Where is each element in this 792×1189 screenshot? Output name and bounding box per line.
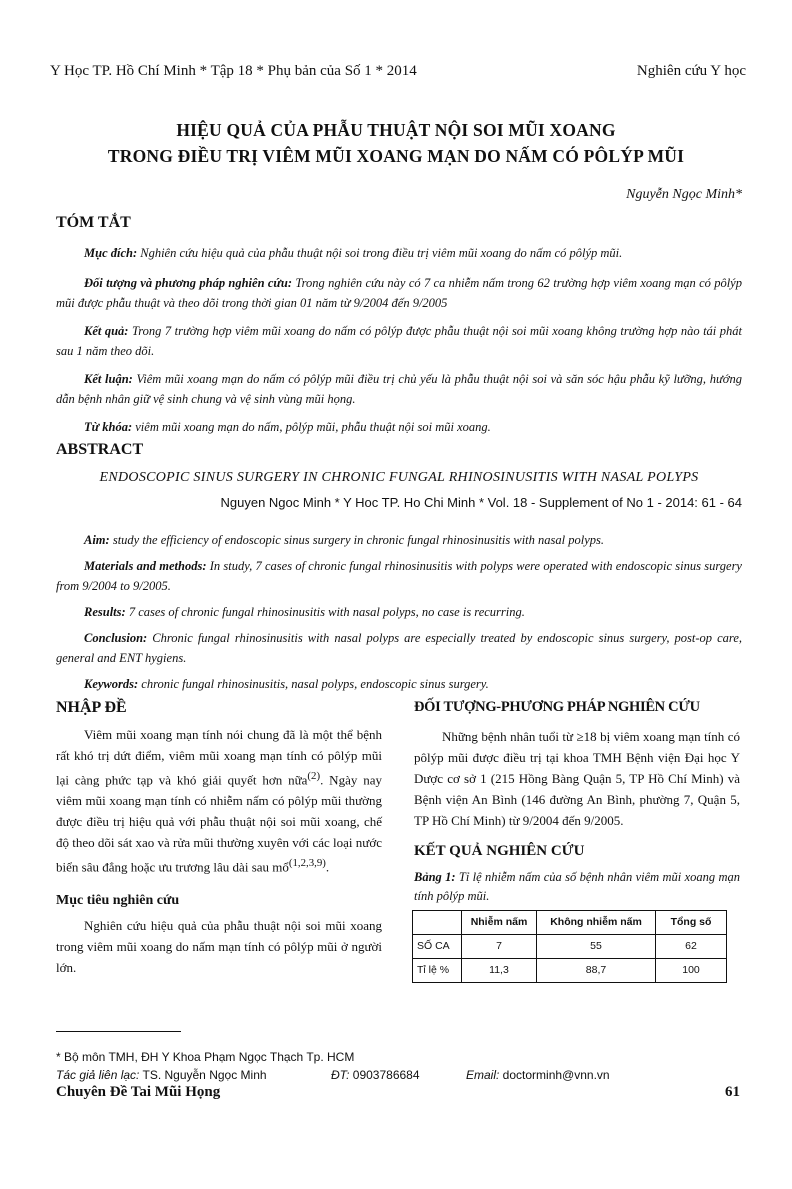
contact-name: TS. Nguyễn Ngọc Minh <box>139 1068 267 1082</box>
footnote-affiliation: * Bộ môn TMH, ĐH Y Khoa Phạm Ngọc Thạch Tp. HCM <box>56 1050 355 1064</box>
nhap-de-heading: NHẬP ĐỀ <box>56 699 127 716</box>
abstract-conclusion-text: Chronic fungal rhinosinusitis with nasal polyps are especially treated by endoscopic sinus surgery, post-op care, general and ENT hygiens. <box>56 631 742 665</box>
table-cell: 11,3 <box>462 959 537 983</box>
tomtat-aim-text: Nghiên cứu hiệu quả của phẫu thuật nội soi trong điều trị viêm mũi xoang do nấm có pôlýp mũi. <box>137 246 623 260</box>
table-cell: 55 <box>537 935 656 959</box>
tomtat-aim <box>56 243 742 263</box>
abstract-methods-label: Materials and methods: <box>84 559 207 573</box>
table-caption-text: Tỉ lệ nhiễm nấm của số bệnh nhân viêm mũi xoang mạn tính pôlýp mũi. <box>414 870 741 903</box>
table-row <box>413 959 727 983</box>
table-cell: SỐ CA <box>413 935 462 959</box>
results-table <box>412 910 727 983</box>
doi-tuong-paragraph: Những bệnh nhân tuổi từ ≥18 bị viêm xoang mạn tính có pôlýp mũi được điều trị tại khoa TMH Bệnh viện Đại học Y Dược cơ sở 1 (215 Hồng Bàng Quận 5, TP Hồ Chí Minh) và Bệnh viện An Bình (146 đường An Bình, phường 7, Quận 5, TP Hồ Chí Minh) từ 9/2004 đến 9/2005. <box>414 729 740 828</box>
nhap-de-text-c: . <box>325 859 330 875</box>
table-header-cell: Nhiễm nấm <box>462 911 537 935</box>
tomtat-results <box>56 321 742 361</box>
article-title-line-2: TRONG ĐIỀU TRỊ VIÊM MŨI XOANG MẠN DO NẤM CÓ PÔLÝP MŨI <box>107 146 685 166</box>
tomtat-methods-label: Đối tượng và phương pháp nghiên cứu: <box>84 276 293 290</box>
tomtat-methods-text: Trong nghiên cứu này có 7 ca nhiễm nấm trong 62 trường hợp viêm xoang mạn có pôlýp mũi được phẫu thuật và theo dõi trong thời gian 01 năm từ 9/2004 đến 9/2005 <box>56 276 742 310</box>
muc-tieu-heading: Mục tiêu nghiên cứu <box>56 892 180 908</box>
abstract-keywords <box>56 674 742 694</box>
abstract-results <box>56 602 742 622</box>
author-name: Nguyễn Ngọc Minh* <box>626 187 742 202</box>
email-label: Email: <box>466 1068 500 1082</box>
abstract-keywords-text: chronic fungal rhinosinusitis, nasal polyps, endoscopic sinus surgery. <box>138 677 489 691</box>
abstract-methods-text: In study, 7 cases of chronic fungal rhinosinusitis with polyps were operated with endoscopic sinus surgery from 9/2004 to 9/2005. <box>56 559 742 593</box>
tomtat-conclusion <box>56 369 742 409</box>
nhap-de-text-a: Viêm mũi xoang mạn tính nói chung đã là một thể bệnh rất khó trị dứt điểm, viêm mũi xoang mạn tính có pôlýp mũi lại càng phức tạp và khó giải quyết hơn nữa <box>56 727 382 788</box>
phone-label: ĐT: <box>331 1068 350 1082</box>
abstract-title: ENDOSCOPIC SINUS SURGERY IN CHRONIC FUNGAL RHINOSINUSITIS WITH NASAL POLYPS <box>99 470 699 485</box>
email-address: doctorminh@vnn.vn <box>499 1068 610 1082</box>
right-column <box>414 697 740 983</box>
ref-1-2-3-9: (1,2,3,9) <box>288 857 326 870</box>
abstract-aim <box>56 530 742 550</box>
doi-tuong-heading: ĐỐI TƯỢNG-PHƯƠNG PHÁP NGHIÊN CỨU <box>414 699 700 715</box>
page-number: 61 <box>725 1084 740 1100</box>
table-header-row <box>413 911 727 935</box>
tomtat-aim-label: Mục đích: <box>84 246 138 260</box>
phone-number: 0903786684 <box>349 1068 420 1082</box>
tomtat-heading: TÓM TẮT <box>56 214 131 231</box>
ket-qua-heading: KẾT QUẢ NGHIÊN CỨU <box>414 843 585 859</box>
tomtat-results-label: Kết quả: <box>84 324 129 338</box>
tomtat-keywords-text: viêm mũi xoang mạn do nấm, pôlýp mũi, phẫu thuật nội soi mũi xoang. <box>132 420 491 434</box>
abstract-aim-text: study the efficiency of endoscopic sinus surgery in chronic fungal rhinosinusitis with nasal polyps. <box>109 533 604 547</box>
email-block <box>466 1068 610 1082</box>
footnote-rule <box>56 1031 181 1032</box>
table-cell: 62 <box>656 935 727 959</box>
phone-block <box>331 1068 420 1082</box>
footnote-contact <box>56 1068 742 1082</box>
muc-tieu-paragraph: Nghiên cứu hiệu quả của phẫu thuật nội soi mũi xoang trong viêm mũi xoang do nấm mạn tính có pôlýp mũi ở người lớn. <box>56 917 382 975</box>
table-header-cell: Không nhiễm nấm <box>537 911 656 935</box>
table-header-cell: Tổng số <box>656 911 727 935</box>
table-row <box>413 935 727 959</box>
tomtat-keywords-label: Từ khóa: <box>84 420 133 434</box>
running-header-right: Nghiên cứu Y học <box>636 63 746 79</box>
nhap-de-paragraph <box>56 724 382 878</box>
tomtat-conclusion-label: Kết luận: <box>84 372 133 386</box>
table-caption-label: Bảng 1: <box>414 870 456 884</box>
tomtat-methods <box>56 273 742 313</box>
abstract-results-label: Results: <box>84 605 126 619</box>
tomtat-results-text: Trong 7 trường hợp viêm mũi xoang do nấm có pôlýp được phẫu thuật nội soi mũi xoang không trường hợp nào tái phát sau 1 năm theo dõi. <box>56 324 742 358</box>
tomtat-conclusion-text: Viêm mũi xoang mạn do nấm có pôlýp mũi điều trị chủ yếu là phẫu thuật nội soi và săn sóc hậu phẫu kỹ lưỡng, hướng dẫn bệnh nhân giữ vệ sinh chung và vệ sinh vùng mũi họng. <box>56 372 742 406</box>
table-header-cell <box>413 911 462 935</box>
abstract-results-text: 7 cases of chronic fungal rhinosinusitis with nasal polyps, no case is recurring. <box>125 605 525 619</box>
abstract-conclusion <box>56 628 742 668</box>
table-cell: Tỉ lệ % <box>413 959 462 983</box>
running-header-left: Y Học TP. Hồ Chí Minh * Tập 18 * Phụ bản của Số 1 * 2014 <box>50 63 417 79</box>
tomtat-keywords <box>56 417 742 437</box>
ref-2: (2) <box>307 770 321 782</box>
footer-journal-section: Chuyên Đề Tai Mũi Họng <box>56 1084 221 1100</box>
table-cell: 7 <box>462 935 537 959</box>
nhap-de-text-b: . Ngày nay viêm mũi xoang mạn tính có nhiễm nấm có pôlýp mũi thường được điều trị hiệu quả với phẫu thuật nội soi mũi xoang, chế độ theo dõi sát xao và rửa mũi thường xuyên với các loại nước biển sâu đẳng hoặc ưu trương lâu dài sau mổ <box>56 772 382 875</box>
citation: Nguyen Ngoc Minh * Y Hoc TP. Ho Chi Minh * Vol. 18 - Supplement of No 1 - 2014: 61 - 64 <box>220 495 742 510</box>
article-title-line-1: HIỆU QUẢ CỦA PHẪU THUẬT NỘI SOI MŨI XOANG <box>176 120 616 140</box>
abstract-conclusion-label: Conclusion: <box>84 631 148 645</box>
abstract-heading: ABSTRACT <box>56 441 144 458</box>
abstract-keywords-label: Keywords: <box>84 677 139 691</box>
abstract-methods <box>56 556 742 596</box>
table-cell: 100 <box>656 959 727 983</box>
table-cell: 88,7 <box>537 959 656 983</box>
table-caption <box>414 868 740 906</box>
left-column <box>56 697 382 978</box>
contact-label: Tác giả liên lạc: <box>56 1068 140 1082</box>
abstract-aim-label: Aim: <box>84 533 110 547</box>
